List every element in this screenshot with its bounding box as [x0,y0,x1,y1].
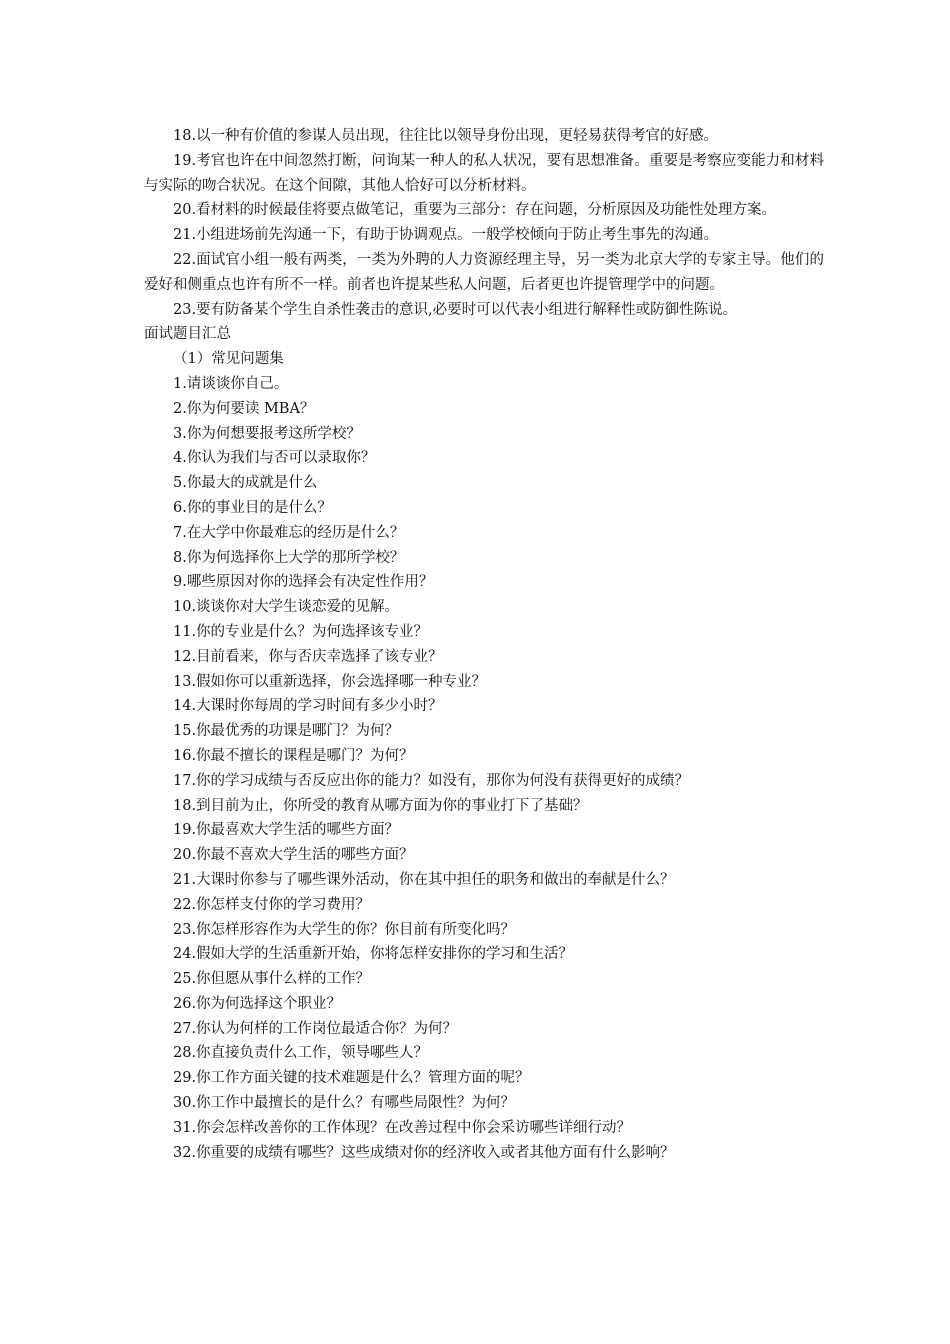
question-item: 31.你会怎样改善你的工作体现？在改善过程中你会采访哪些详细行动？ [173,1119,632,1136]
question-item: 1.请谈谈你自己。 [173,375,289,392]
question-item: 13.假如你可以重新选择，你会选择哪一种专业？ [173,673,487,690]
question-item: 12.目前看来，你与否庆幸选择了该专业？ [173,648,443,665]
question-list [144,372,824,1166]
question-item: 10.谈谈你对大学生谈恋爱的见解。 [173,599,400,616]
question-item: 32.你重要的成绩有哪些？这些成绩对你的经济收入或者其他方面有什么影响？ [173,1144,675,1161]
tip-paragraph: 23.要有防备某个学生自杀性袭击的意识,必要时可以代表小组进行解释性或防御性陈说。 [173,301,738,318]
question-item: 28.你直接负责什么工作，领导哪些人？ [173,1045,429,1062]
question-item: 4.你认为我们与否可以录取你？ [173,450,376,467]
question-item: 20.你最不喜欢大学生活的哪些方面？ [173,847,414,864]
tips-section [144,124,824,322]
question-item: 14.大课时你每周的学习时间有多少小时？ [173,698,443,715]
question-item: 22.你怎样支付你的学习费用？ [173,896,371,913]
section-title: 面试题目汇总 [144,326,231,343]
question-item: 23.你怎样形容作为大学生的你？你目前有所变化吗？ [173,921,516,938]
question-item: 30.你工作中最擅长的是什么？有哪些局限性？为何？ [173,1095,516,1112]
tip-paragraph: 22.面试官小组一般有两类，一类为外聘的人力资源经理主导，另一类为北京大学的专家主导。他们的爱好和侧重点也许有所不一样。前者也许提某些私人问题，后者更也许提管理学中的问题。 [144,251,824,293]
question-item: 19.你最喜欢大学生活的哪些方面？ [173,822,400,839]
question-item: 25.你但愿从事什么样的工作？ [173,971,371,988]
tip-paragraph: 21.小组进场前先沟通一下，有助于协调观点。一般学校倾向于防止考生事先的沟通。 [173,227,719,244]
question-item: 26.你为何选择这个职业？ [173,995,342,1012]
question-item: 2.你为何要读 MBA？ [173,400,315,417]
question-item: 24.假如大学的生活重新开始，你将怎样安排你的学习和生活？ [173,946,574,963]
question-item: 11.你的专业是什么？为何选择该专业？ [173,623,429,640]
question-item: 29.你工作方面关键的技术难题是什么？管理方面的呢？ [173,1070,530,1087]
document-page [144,124,824,1165]
question-item: 7.在大学中你最难忘的经历是什么？ [173,524,405,541]
question-item: 5.你最大的成就是什么 [173,475,318,492]
question-item: 21.大课时你参与了哪些课外活动，你在其中担任的职务和做出的奉献是什么？ [173,871,675,888]
question-item: 3.你为何想要报考这所学校？ [173,425,361,442]
question-item: 27.你认为何样的工作岗位最适合你？为何？ [173,1020,458,1037]
subsection-title: （1）常见问题集 [173,351,284,368]
question-item: 9.哪些原因对你的选择会有决定性作用？ [173,574,434,591]
tip-paragraph: 19.考官也许在中间忽然打断，问询某一种人的私人状况，要有思想准备。重要是考察应变能力和材料与实际的吻合状况。在这个间隙，其他人恰好可以分析材料。 [144,152,824,194]
tip-paragraph: 20.看材料的时候最佳将要点做笔记，重要为三部分：存在问题，分析原因及功能性处理方案。 [173,202,777,219]
question-item: 15.你最优秀的功课是哪门？为何？ [173,723,400,740]
question-item: 16.你最不擅长的课程是哪门？为何？ [173,747,414,764]
question-item: 17.你的学习成绩与否反应出你的能力？如没有，那你为何没有获得更好的成绩？ [173,772,690,789]
question-item: 6.你的事业目的是什么？ [173,499,332,516]
question-item: 8.你为何选择你上大学的那所学校？ [173,549,405,566]
question-item: 18.到目前为止，你所受的教育从哪方面为你的事业打下了基础？ [173,797,588,814]
tip-paragraph: 18.以一种有价值的参谋人员出现，往往比以领导身份出现，更轻易获得考官的好感。 [173,128,719,144]
